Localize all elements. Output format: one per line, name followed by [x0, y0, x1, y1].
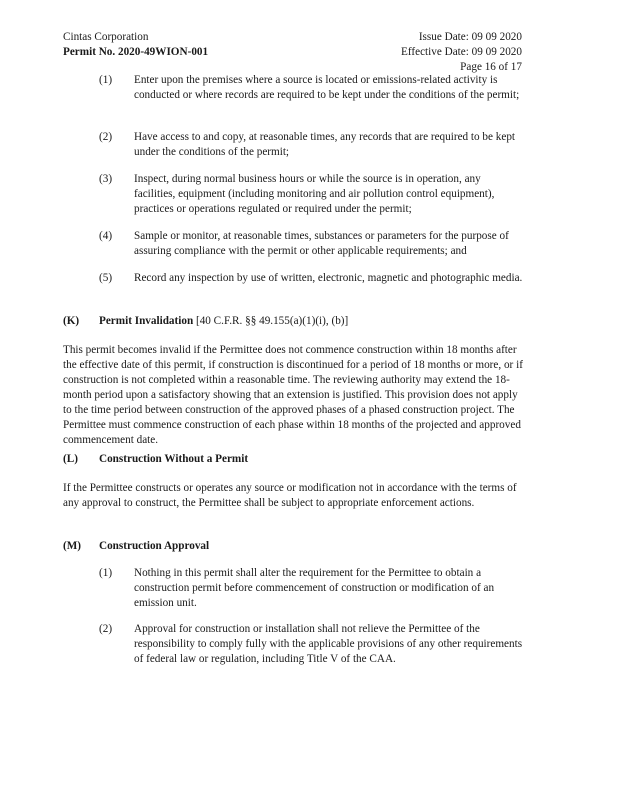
section-title-text: Permit Invalidation [99, 315, 194, 327]
item-number: (5) [99, 272, 113, 284]
section-citation: [40 C.F.R. §§ 49.155(a)(1)(i), (b)] [195, 315, 349, 327]
section-number: (M) [63, 540, 82, 552]
company-name: Cintas Corporation [63, 31, 149, 43]
section-number: (L) [63, 453, 78, 465]
effective-date: Effective Date: 09 09 2020 [401, 46, 522, 58]
issue-date: Issue Date: 09 09 2020 [418, 31, 522, 43]
item-text: Have access to and copy, at reasonable times, any records that are required to be kept under the conditions of the permit; [134, 131, 516, 158]
item-number: (3) [99, 173, 113, 185]
section-l-body: If the Permittee constructs or operates any source or modification not in accordance with the terms of any approval to construct, the Permittee shall be subject to appropriate enforcement actions. [63, 482, 517, 509]
item-number: (1) [99, 567, 113, 579]
item-text: Record any inspection by use of written, electronic, magnetic and photographic media. [134, 272, 523, 284]
section-number: (K) [63, 315, 80, 327]
header-left [63, 30, 208, 60]
item-number: (4) [99, 230, 113, 242]
section-title [99, 314, 348, 329]
item-text: Nothing in this permit shall alter the requirement for the Permittee to obtain a construction permit before commencement of construction or modification of an emission unit. [134, 567, 495, 609]
item-text: Inspect, during normal business hours or while the source is in operation, any facilities, equipment (including monitoring and air pollution control equipment), practices or operations regulated or required under the permit; [134, 173, 495, 215]
item-number: (2) [99, 131, 113, 143]
item-number: (1) [99, 74, 113, 86]
item-text: Enter upon the premises where a source is located or emissions-related activity is conducted or where records are required to be kept under the conditions of the permit; [134, 74, 520, 101]
permit-number: Permit No. 2020-49WION-001 [63, 46, 209, 58]
header-right [401, 30, 522, 75]
section-k-body: This permit becomes invalid if the Permittee does not commence construction within 18 months after the effective date of this permit, if construction is discontinued for a period of 18 months or more, or if construction is not completed within a reasonable time. The reviewing authority may extend the 18-month period upon a satisfactory showing that an extension is justified. This provision does not apply to the time period between construction of the approved phases of a phased construction project. The Permittee must commence construction of each phase within 18 months of the projected and approved commencement date. [63, 344, 523, 446]
item-text: Approval for construction or installation shall not relieve the Permittee of the responsibility to comply fully with the applicable provisions of any other requirements of federal law or regulation, including Title V of the CAA. [134, 623, 523, 665]
page-number: Page 16 of 17 [460, 61, 522, 73]
item-number: (2) [99, 623, 113, 635]
item-text: Sample or monitor, at reasonable times, substances or parameters for the purpose of assuring compliance with the permit or other applicable requirements; and [134, 230, 509, 257]
section-title: Construction Without a Permit [99, 453, 249, 465]
section-title: Construction Approval [99, 540, 210, 552]
